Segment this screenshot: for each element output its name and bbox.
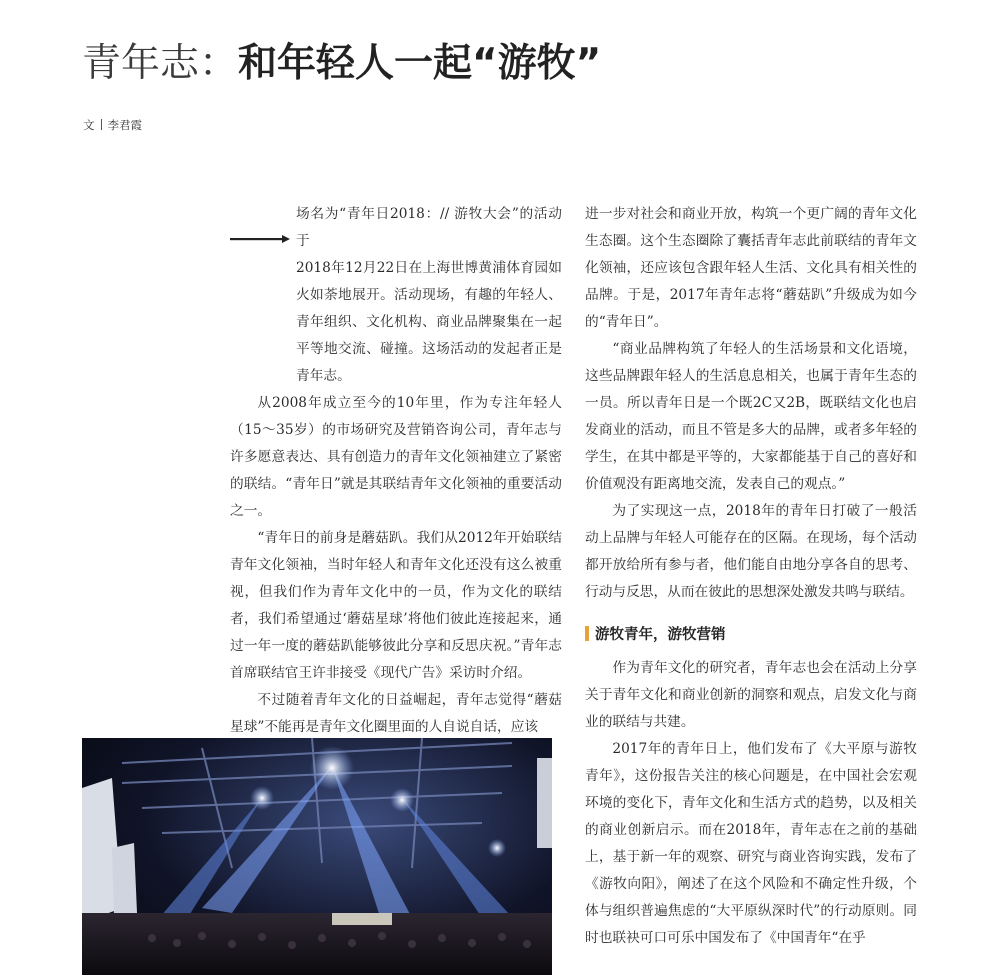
title-prefix: 青年志： — [82, 41, 239, 86]
spotlight-icon — [488, 839, 506, 857]
lead-paragraph — [230, 201, 562, 390]
lead-first-line: 场名为“青年日2018：// 游牧大会”的活动于 — [296, 206, 562, 249]
body-paragraph: 作为青年文化的研究者，青年志也会在活动上分享关于青年文化和商业创新的洞察和观点，启发文化与商业的联结与共建。 — [585, 660, 917, 730]
spotlight-icon — [390, 788, 414, 812]
spotlight-icon — [310, 746, 354, 790]
event-photo — [82, 738, 552, 975]
spotlight-icon — [250, 786, 274, 810]
event-photo-illustration — [82, 738, 552, 975]
right-column — [585, 201, 917, 952]
body-paragraph: 2017年的青年日上，他们发布了《大平原与游牧青年》，这份报告关注的核心问题是，在中国社会宏观环境的变化下，青年文化和生活方式的趋势，以及相关的商业创新启示。而在2018年，青年志在之前的基础上，基于新一年的观察、研究与商业咨询实践，发布了《游牧向阳》，阐述了在这个风险和不确定性升级，个体与组织普遍焦虑的“大平原纵深时代”的行动原则。同时也联袂可口可乐中国发布了《中国青年“在乎 — [585, 741, 917, 946]
section-heading — [585, 622, 917, 649]
left-column — [230, 201, 562, 741]
body-paragraph: 不过随着青年文化的日益崛起，青年志觉得“蘑菇星球”不能再是青年文化圈里面的人自说自话，应该 — [230, 692, 562, 735]
title-main: 和年轻人一起“游牧” — [238, 41, 602, 86]
section-heading-text: 游牧青年，游牧营销 — [595, 627, 726, 643]
byline — [83, 117, 142, 133]
lead-rest: 2018年12月22日在上海世博黄浦体育园如火如荼地展开。活动现场，有趣的年轻人、青年组织、文化机构、商业品牌聚集在一起平等地交流、碰撞。这场活动的发起者正是青年志。 — [296, 260, 562, 384]
body-paragraph: “青年日的前身是蘑菇趴。我们从2012年开始联结青年文化领袖，当时年轻人和青年文化还没有这么被重视，但我们作为青年文化中的一员，作为文化的联结者，我们希望通过‘蘑菇星球’将他们彼此连接起来，通过一年一度的蘑菇趴能够彼此分享和反思庆祝。”青年志首席联结官王许非接受《现代广告》采访时介绍。 — [230, 530, 562, 681]
article-title — [82, 36, 601, 92]
audience-crowd — [82, 913, 552, 975]
body-paragraph: “商业品牌构筑了年轻人的生活场景和文化语境，这些品牌跟年轻人的生活息息相关，也属于青年生态的一员。所以青年日是一个既2C又2B，既联结文化也启发商业的活动，而且不管是多大的品牌，或者多年轻的学生，在其中都是平等的，大家都能基于自己的喜好和价值观没有距离地交流，发表自己的观点。” — [585, 341, 917, 492]
author-name: 李君霞 — [107, 118, 142, 132]
body-paragraph: 从2008年成立至今的10年里，作为专注年轻人（15～35岁）的市场研究及营销咨询公司，青年志与许多愿意表达、具有创造力的青年文化领袖建立了紧密的联结。“青年日”就是其联结青年文化领袖的重要活动之一。 — [230, 395, 562, 519]
byline-divider — [101, 119, 102, 130]
section-bar-icon — [585, 626, 589, 641]
body-paragraph: 为了实现这一点，2018年的青年日打破了一般活动上品牌与年轻人可能存在的区隔。在现场，每个活动都开放给所有参与者，他们能自由地分享各自的思考、行动与反思，从而在彼此的思想深处激发共鸣与联结。 — [585, 503, 917, 600]
byline-label: 文 — [83, 118, 95, 132]
continuation-paragraph: 进一步对社会和商业开放，构筑一个更广阔的青年文化生态圈。这个生态圈除了囊括青年志此前联结的青年文化领袖，还应该包含跟年轻人生活、文化具有相关性的品牌。于是，2017年青年志将“蘑菇趴”升级成为如今的“青年日”。 — [585, 206, 917, 330]
stage-booth — [332, 913, 392, 925]
